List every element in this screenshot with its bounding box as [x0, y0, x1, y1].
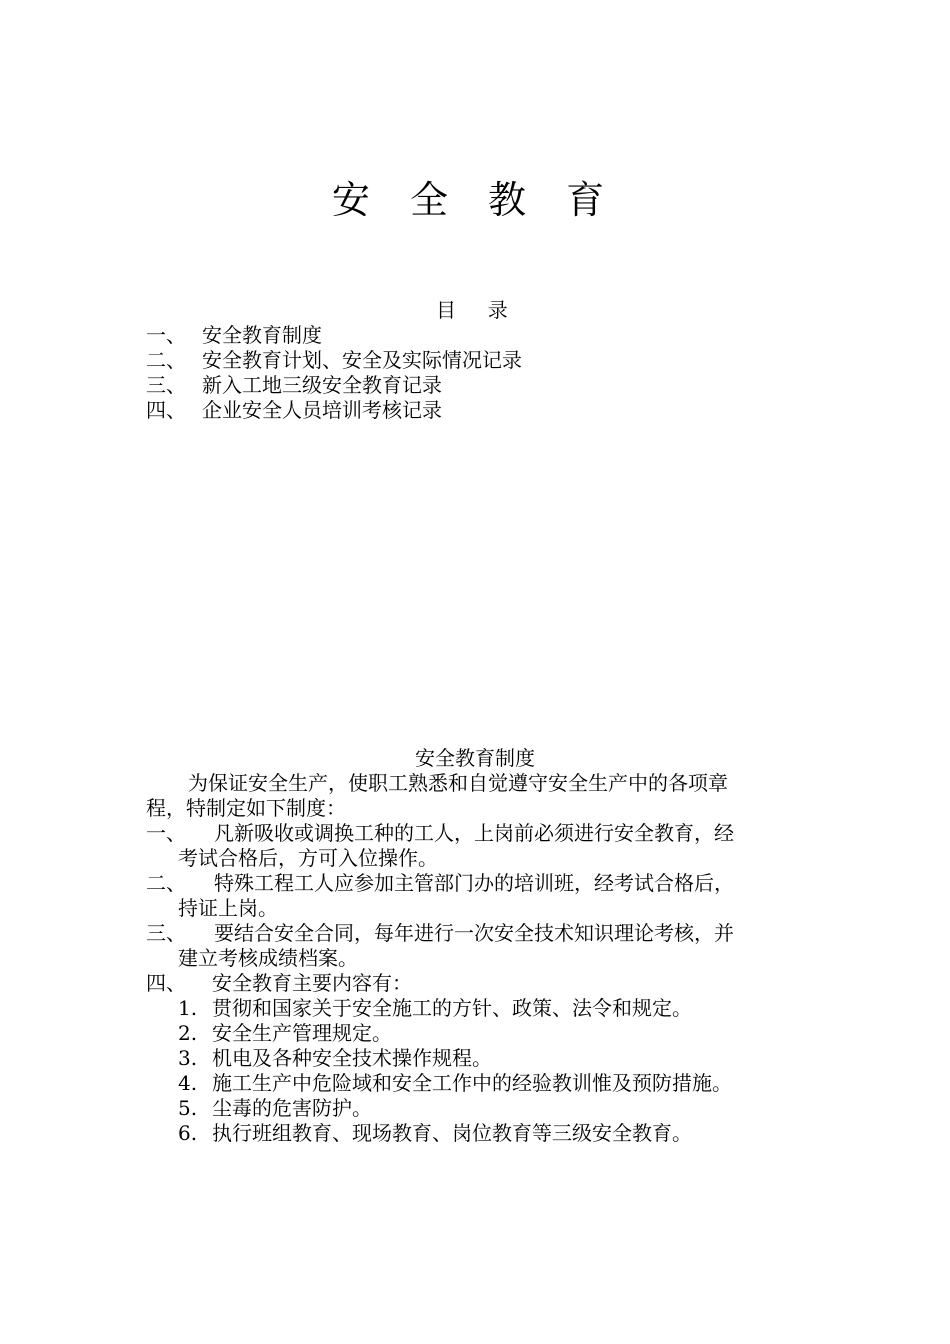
rule-text-continued: 持证上岗。	[178, 896, 278, 920]
sub-item-number: 3.	[178, 1046, 198, 1070]
toc-item-text: 新入工地三级安全教育记录	[202, 373, 442, 397]
toc-item-number: 三、	[146, 373, 186, 397]
sub-item	[146, 1021, 808, 1046]
sub-item	[146, 1096, 808, 1121]
toc-heading: 目 录	[436, 298, 508, 322]
sub-item-number: 5.	[178, 1096, 198, 1120]
sub-item-number: 6.	[178, 1121, 198, 1145]
sub-item	[146, 1121, 808, 1146]
toc-item-number: 二、	[146, 348, 186, 372]
rule-item	[146, 871, 808, 921]
rule-text: 凡新吸收或调换工种的工人，上岗前必须进行安全教育，经	[214, 821, 734, 845]
sub-item	[146, 1071, 808, 1096]
table-of-contents	[146, 323, 806, 423]
sub-item-text: 机电及各种安全技术操作规程。	[212, 1046, 492, 1070]
rule-text: 安全教育主要内容有：	[212, 971, 412, 995]
rule-number: 三、	[146, 921, 186, 945]
sub-item-number: 2.	[178, 1021, 198, 1045]
rule-text: 要结合安全合同，每年进行一次安全技术知识理论考核，并	[214, 921, 734, 945]
sub-item	[146, 996, 808, 1021]
sub-item-text: 安全生产管理规定。	[212, 1021, 392, 1045]
rule-number: 四、	[146, 971, 186, 995]
sub-item	[146, 1046, 808, 1071]
toc-item-text: 企业安全人员培训考核记录	[202, 398, 442, 422]
intro-line: 为保证安全生产，使职工熟悉和自觉遵守安全生产中的各项章	[188, 771, 728, 795]
rule-number: 二、	[146, 871, 186, 895]
rule-text: 特殊工程工人应参加主管部门办的培训班，经考试合格后，	[214, 871, 734, 895]
rule-item	[146, 971, 808, 996]
sub-item-text: 施工生产中危险域和安全工作中的经验教训惟及预防措施。	[212, 1071, 732, 1095]
rule-item	[146, 821, 808, 871]
sub-item-number: 1.	[178, 996, 198, 1020]
toc-item-text: 安全教育制度	[202, 323, 322, 347]
toc-item	[146, 398, 806, 423]
toc-item	[146, 348, 806, 373]
rule-text-continued: 建立考核成绩档案。	[178, 946, 358, 970]
rule-item	[146, 921, 808, 971]
sub-item-text: 尘毒的危害防护。	[212, 1096, 372, 1120]
document-title: 安 全 教 育	[331, 178, 619, 222]
section-body	[146, 771, 808, 1146]
rule-text-continued: 考试合格后，方可入位操作。	[178, 846, 438, 870]
sub-item-number: 4.	[178, 1071, 198, 1095]
rule-number: 一、	[146, 821, 186, 845]
intro-line: 程，特制定如下制度：	[146, 796, 346, 820]
sub-item-text: 贯彻和国家关于安全施工的方针、政策、法令和规定。	[212, 996, 692, 1020]
toc-item-text: 安全教育计划、安全及实际情况记录	[202, 348, 522, 372]
sub-item-text: 执行班组教育、现场教育、岗位教育等三级安全教育。	[212, 1121, 692, 1145]
toc-item-number: 一、	[146, 323, 186, 347]
toc-item	[146, 323, 806, 348]
toc-item-number: 四、	[146, 398, 186, 422]
toc-item	[146, 373, 806, 398]
section-title: 安全教育制度	[415, 746, 535, 770]
